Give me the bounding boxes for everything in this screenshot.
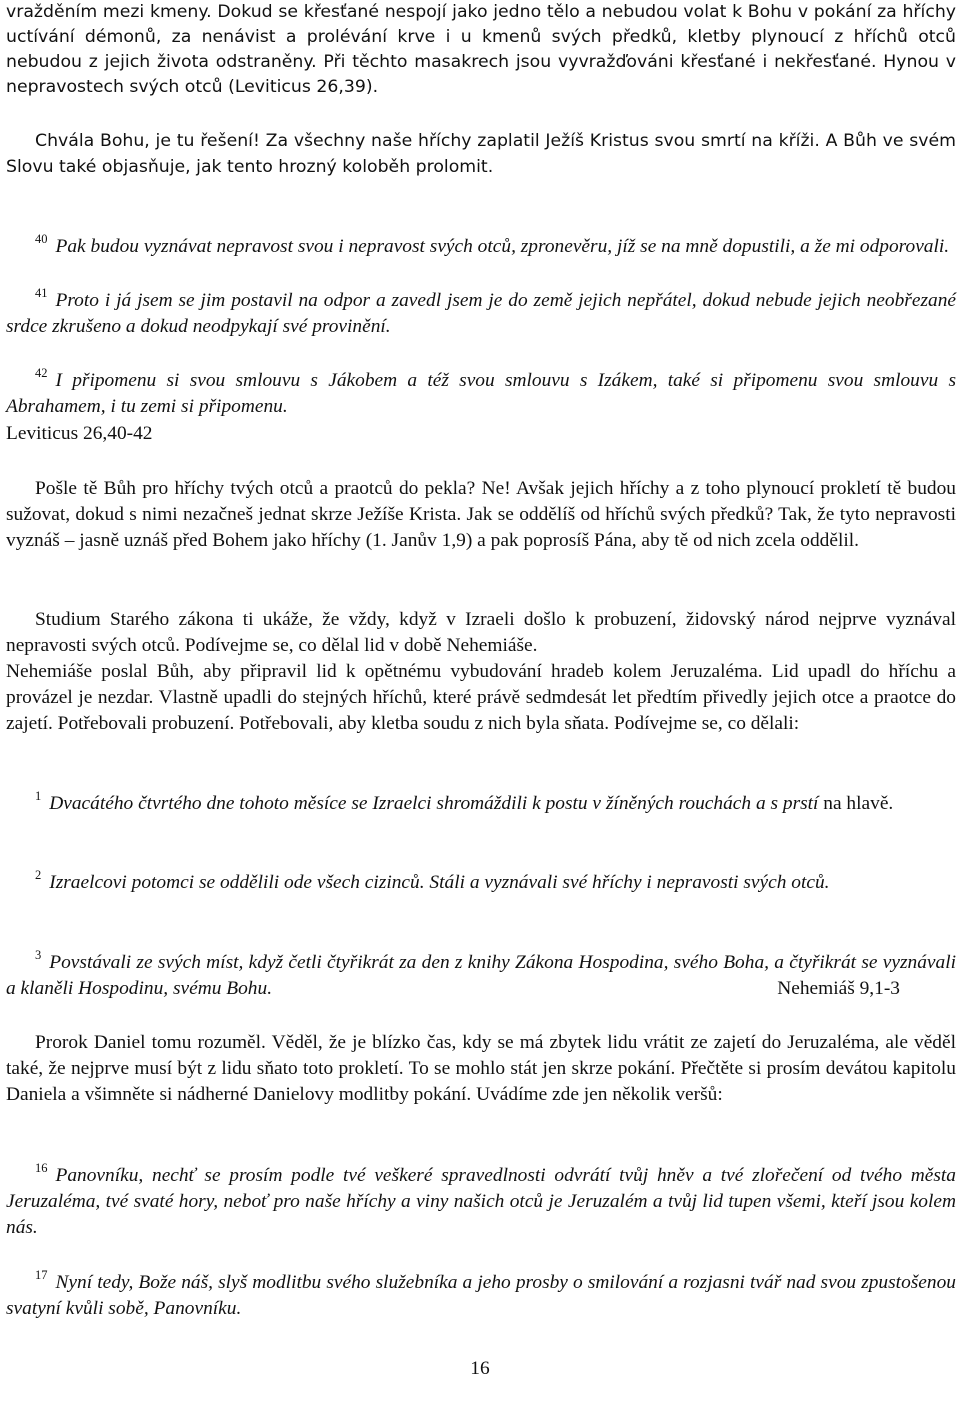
verse-number: 40 [35,232,48,246]
nehemiah-reference: Nehemiáš 9,1-3 [777,977,900,999]
verse-text: Povstávali ze svých míst, když četli čtyřikrát za den z knihy Zákona Hospodina, svého Boha, a čtyřikrát se vyznávali a klaněli Hospodinu, svému Bohu. [6,952,956,999]
verse-daniel-17 [6,1270,956,1322]
verse-number: 16 [35,1161,48,1175]
verse-text: Panovníku, nechť se prosím podle tvé veškeré spravedlnosti odvrátí tvůj hněv a tvé zlořečení od tvého města Jeruzaléma, tvé svaté hory, neboť pro naše hříchy a viny našich otců je Jeruzalém a tvůj lid tupen všemi, kteří jsou kolem nás. [6,1165,956,1238]
paragraph-2-rest: Za všechny naše hříchy zaplatil Ježíš Kristus svou smrtí na kříži. A Bůh ve svém Slovu také objasňuje, jak tento hrozný koloběh prolomit. [6,131,956,177]
verse-leviticus-40 [6,234,956,260]
leviticus-reference: Leviticus 26,40-42 [6,423,153,444]
verse-nehemiah-1 [6,791,956,817]
verse-tail: na hlavě. [818,793,894,814]
verse-number: 41 [35,286,48,300]
paragraph-1-rest: Dokud se křesťané nespojí jako jedno tělo a nebudou volat k Bohu v pokání za hříchy uctívání démonů, za nenávist a prolévání krve i u kmenů svých předků, kletby plynoucí z hříchů otců nebudou z jejich života odstraněny. Při těchto masakrech jsou vyvražďováni křesťané i nekřesťané. Hynou v nepravostech svých otců (Leviticus 26,39). [6,2,956,97]
paragraph-4: Studium Starého zákona ti ukáže, že vždy, když v Izraeli došlo k probuzení, židovský národ nejprve vyznával nepravosti svých otců. Podívejme se, co dělal lid v době Nehemiáše. [6,609,956,656]
paragraph-5: Nehemiáše poslal Bůh, aby připravil lid k opětnému vybudování hradeb kolem Jeruzaléma. Lid upadl do hříchu a provázel je nezdar. Vlastně upadli do stejných hříchů, které právě sedmdesát let předtím přivedly jejich otce a praotce do zajetí. Potřebovali probuzení. Potřebovali, aby kletba soudu z nich byla sňata. Podívejme se, co dělali: [6,661,956,734]
verse-text: I připomenu si svou smlouvu s Jákobem a též svou smlouvu s Izákem, také si připomenu svou smlouvu s Abrahamem, i tu zemi si připomenu. [6,370,956,417]
verse-text: Pak budou vyznávat nepravost svou i nepravost svých otců, zpronevěru, jíž se na mně dopustili, a že mi odporovali. [55,236,950,257]
page-number: 16 [470,1358,490,1379]
verse-daniel-16 [6,1163,956,1240]
paragraph-2 [6,128,956,180]
verse-number: 2 [35,868,42,882]
paragraph-2-start: Chvála Bohu, je tu řešení! [35,131,260,151]
verse-text: Nyní tedy, Bože náš, slyš modlitbu svého služebníka a jeho prosby o smilování a rozjasni tvář nad svou zpustošenou svatyní kvůli sobě, Panovníku. [6,1272,956,1319]
verse-leviticus-41 [6,288,956,340]
paragraph-1 [6,0,956,100]
verse-text: Izraelcovi potomci se oddělili ode všech cizinců. Stáli a vyznávali své hříchy i nepravosti svých otců. [49,872,830,893]
verse-number: 42 [35,366,48,380]
verse-nehemiah-2 [6,870,956,896]
paragraph-6: Prorok Daniel tomu rozuměl. Věděl, že je blízko čas, kdy se má zbytek lidu vrátit ze zajetí do Jeruzaléma, ale věděl také, že nejprve musí být z lidu sňato toto prokletí. To se mohlo stát jen skrze pokání. Přečtěte si prosím devátou kapitolu Daniela a všimněte si nádherné Danielovy modlitby pokání. Uvádíme zde jen několik veršů: [6,1032,956,1105]
verse-number: 17 [35,1268,48,1282]
verse-nehemiah-3 [6,950,956,1002]
verse-text: Dvacátého čtvrtého dne tohoto měsíce se Izraelci shromáždili k postu v žíněných rouchách a s prstí [49,793,819,814]
paragraph-3: Pošle tě Bůh pro hříchy tvých otců a praotců do pekla? Ne! Avšak jejich hříchy a z toho plynoucí prokletí tě budou sužovat, dokud s nimi nezačneš jednat skrze Ježíše Krista. Jak se oddělíš od hříchů svých předků? Tak, že tyto nepravosti vyznáš – jasně uznáš před Bohem jako hříchy (1. Janův 1,9) a pak poprosíš Pána, aby tě od nich zcela oddělil. [6,478,956,551]
verse-leviticus-42 [6,368,956,420]
paragraph-1-start: vražděním mezi kmeny. [6,2,212,22]
verse-number: 3 [35,948,42,962]
verse-number: 1 [35,789,42,803]
verse-text: Proto i já jsem se jim postavil na odpor a zavedl jsem je do země jejich nepřátel, dokud nebude jejich neobřezané srdce zkrušeno a dokud neodpykají své provinění. [6,290,956,337]
